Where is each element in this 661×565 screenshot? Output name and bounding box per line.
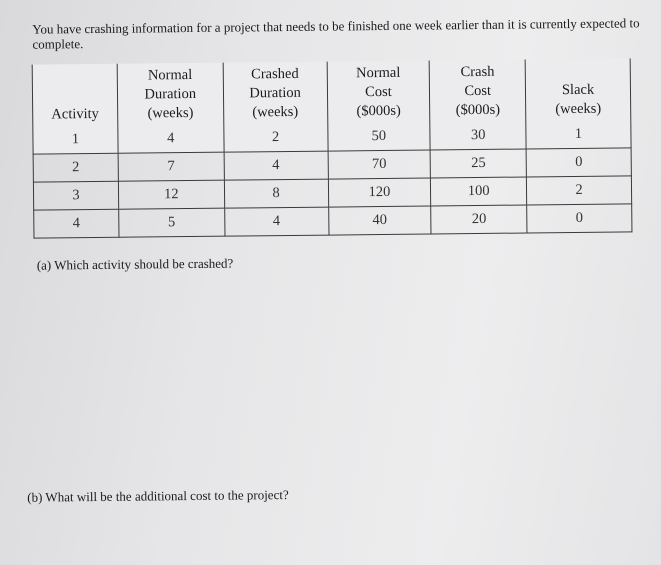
header-line: Slack [561, 81, 595, 99]
header-line: (weeks) [147, 104, 194, 122]
header-line: (weeks) [555, 100, 602, 118]
header-line: Normal [355, 64, 401, 82]
table-cell: 40 [328, 206, 431, 235]
header-line: ($000s) [455, 101, 501, 119]
problem-intro: You have crashing information for a project that needs to be finished one week earlier than it is currently expected to complete. [32, 15, 640, 52]
table-cell: 25 [430, 149, 526, 178]
header-activity [32, 64, 118, 127]
header-line: Duration [144, 85, 197, 103]
table-cell: 2 [33, 153, 118, 182]
table-cell: 7 [118, 152, 224, 181]
table-cell: 4 [224, 207, 328, 236]
header-crash-cost [429, 60, 525, 123]
table-cell: 3 [33, 181, 118, 210]
table-cell: 4 [224, 151, 328, 180]
header-line: Crash [460, 63, 495, 81]
header-line: Normal [147, 66, 193, 84]
header-line: Activity [51, 105, 99, 123]
table-cell: 5 [119, 208, 225, 237]
crashing-table [32, 58, 633, 238]
header-slack [525, 58, 630, 121]
table-cell: 4 [118, 125, 224, 154]
table-cell: 8 [224, 179, 328, 208]
table-cell: 0 [526, 148, 631, 177]
table-cell: 2 [527, 176, 632, 205]
header-line: (weeks) [252, 103, 299, 121]
table-cell: 2 [224, 124, 328, 153]
table-row [34, 204, 632, 238]
table-cell: 50 [327, 123, 430, 152]
table-cell: 4 [34, 209, 119, 238]
question-b: (b) What will be the additional cost to the project? [27, 487, 289, 505]
header-line: Crashed [251, 65, 299, 83]
table-cell: 100 [431, 177, 527, 206]
table-header-row [32, 58, 631, 126]
header-line: Cost [365, 83, 392, 101]
table-cell: 1 [526, 120, 631, 149]
table-cell: 120 [328, 178, 431, 207]
table-cell: 70 [328, 150, 431, 179]
header-normal-cost [327, 61, 430, 124]
table-cell: 0 [527, 204, 632, 233]
table-cell: 12 [118, 180, 224, 209]
table-cell: 20 [431, 205, 527, 234]
header-crashed-duration [223, 62, 327, 125]
question-a: (a) Which activity should be crashed? [36, 255, 234, 273]
table-cell: 1 [33, 126, 118, 154]
table-cell: 30 [430, 121, 526, 150]
header-line: Cost [464, 82, 492, 100]
header-line: ($000s) [356, 102, 401, 120]
header-line: Duration [249, 84, 301, 102]
header-normal-duration [117, 63, 223, 126]
